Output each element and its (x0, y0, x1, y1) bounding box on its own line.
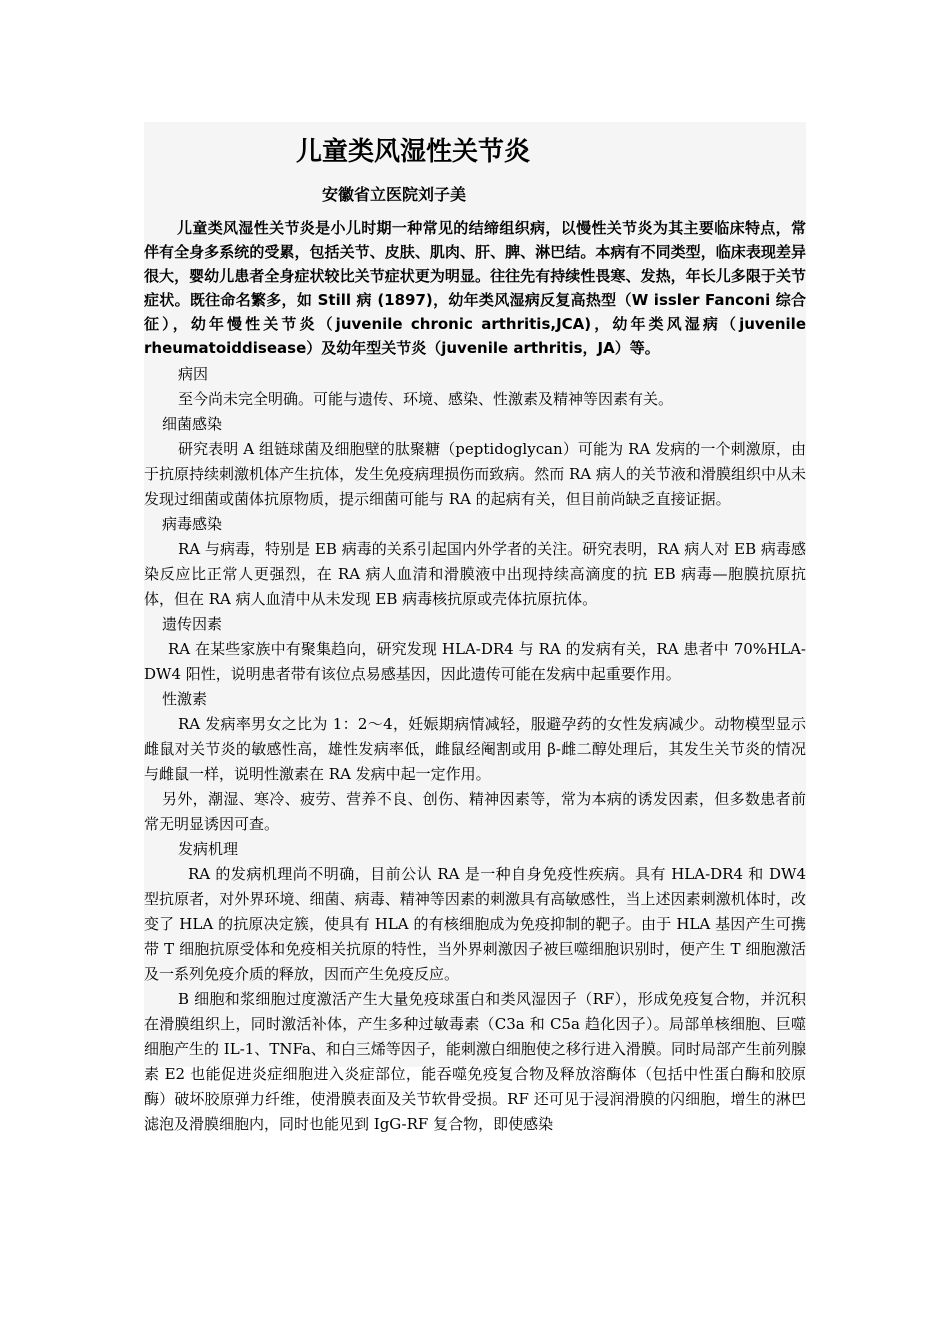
author-line: 安徽省立医院刘子美 (322, 185, 467, 204)
paragraph-bcell: B 细胞和浆细胞过度激活产生大量免疫球蛋白和类风湿因子（RF），形成免疫复合物，并沉积在滑膜组织上，同时激活补体，产生多种过敏毒素（C3a 和 C5a 趋化因子）。局部单核细胞、巨噬细胞产生的 IL-1、TNFa、和白三烯等因子，能刺激白细胞使之移行进入滑膜。同时局部产生前列腺素 E2 也能促进炎症细胞进入炎症部位，能吞噬免疫复合物及释放溶酶体（包括中性蛋白酶和胶原酶）破坏胶原弹力纤维，使滑膜表面及关节软骨受损。RF 还可见于浸润滑膜的闪细胞，增生的淋巴滤泡及滑膜细胞内，同时也能见到 IgG-RF 复合物，即使感染 (144, 990, 806, 1133)
heading-bacterial: 细菌感染 (162, 415, 223, 433)
heading-genetic: 遗传因素 (162, 615, 223, 633)
document-body (144, 130, 806, 1137)
heading-etiology: 病因 (178, 365, 209, 383)
paragraph-pathogenesis: RA 的发病机理尚不明确，目前公认 RA 是一种自身免疫性疾病。具有 HLA-DR4 和 DW4 型抗原者，对外界环境、细菌、病毒、精神等因素的刺激具有高敏感性，当上述因素刺激机体时，改变了 HLA 的抗原决定簇，使具有 HLA 的有核细胞成为免疫抑制的靶子。由于 HLA 基因产生可携带 T 细胞抗原受体和免疫相关抗原的特性，当外界刺激因子被巨噬细胞识别时，便产生 T 细胞激活及一系列免疫介质的释放，因而产生免疫反应。 (144, 865, 806, 983)
paragraph-hormone: RA 发病率男女之比为 1：2～4，妊娠期病情减轻，服避孕药的女性发病减少。动物模型显示雌鼠对关节炎的敏感性高，雄性发病率低，雌鼠经阉割或用 β-雌二醇处理后，其发生关节炎的情况与雌鼠一样，说明性激素在 RA 发病中起一定作用。 (144, 715, 807, 783)
heading-hormone: 性激素 (162, 690, 208, 708)
paragraph-etiology: 至今尚未完全明确。可能与遗传、环境、感染、性激素及精神等因素有关。 (178, 390, 674, 408)
page-title: 儿童类风湿性关节炎 (296, 137, 531, 167)
paragraph-bacterial: 研究表明 A 组链球菌及细胞壁的肽聚糖（peptidoglycan）可能为 RA 发病的一个刺激原，由于抗原持续刺激机体产生抗体，发生免疫病理损伤而致病。然而 RA 病人的关节液和滑膜组织中从未发现过细菌或菌体抗原物质，提示细菌可能与 RA 的起病有关，但目前尚缺乏直接证据。 (144, 440, 806, 508)
intro-paragraph: 儿童类风湿性关节炎是小儿时期一种常见的结缔组织病，以慢性关节炎为其主要临床特点，常伴有全身多系统的受累，包括关节、皮肤、肌肉、肝、脾、淋巴结。本病有不同类型，临床表现差异很大，婴幼儿患者全身症状较比关节症状更为明显。往往先有持续性畏寒、发热，年长儿多限于关节症状。既往命名繁多，如 Still 病 (1897)，幼年类风湿病反复高热型（W issler Fanconi 综合征），幼年慢性关节炎（juvenile chronic arthritis,JCA)，幼年类风湿病（juvenile rheumatoiddisease）及幼年型关节炎（juvenile arthritis，JA）等。 (144, 219, 806, 357)
heading-pathogenesis: 发病机理 (178, 840, 239, 858)
heading-viral: 病毒感染 (162, 515, 223, 533)
paragraph-genetic: RA 在某些家族中有聚集趋向，研究发现 HLA-DR4 与 RA 的发病有关，RA 患者中 70%HLA-DW4 阳性，说明患者带有该位点易感基因，因此遗传可能在发病中起重要作用。 (144, 640, 806, 683)
paragraph-viral: RA 与病毒，特别是 EB 病毒的关系引起国内外学者的关注。研究表明，RA 病人对 EB 病毒感染反应比正常人更强烈，在 RA 病人血清和滑膜液中出现持续高滴度的抗 EB 病毒—胞膜抗原抗体，但在 RA 病人血清中从未发现 EB 病毒核抗原或壳体抗原抗体。 (144, 540, 806, 608)
paragraph-other-factors: 另外，潮湿、寒冷、疲劳、营养不良、创伤、精神因素等，常为本病的诱发因素，但多数患者前常无明显诱因可查。 (144, 790, 806, 833)
